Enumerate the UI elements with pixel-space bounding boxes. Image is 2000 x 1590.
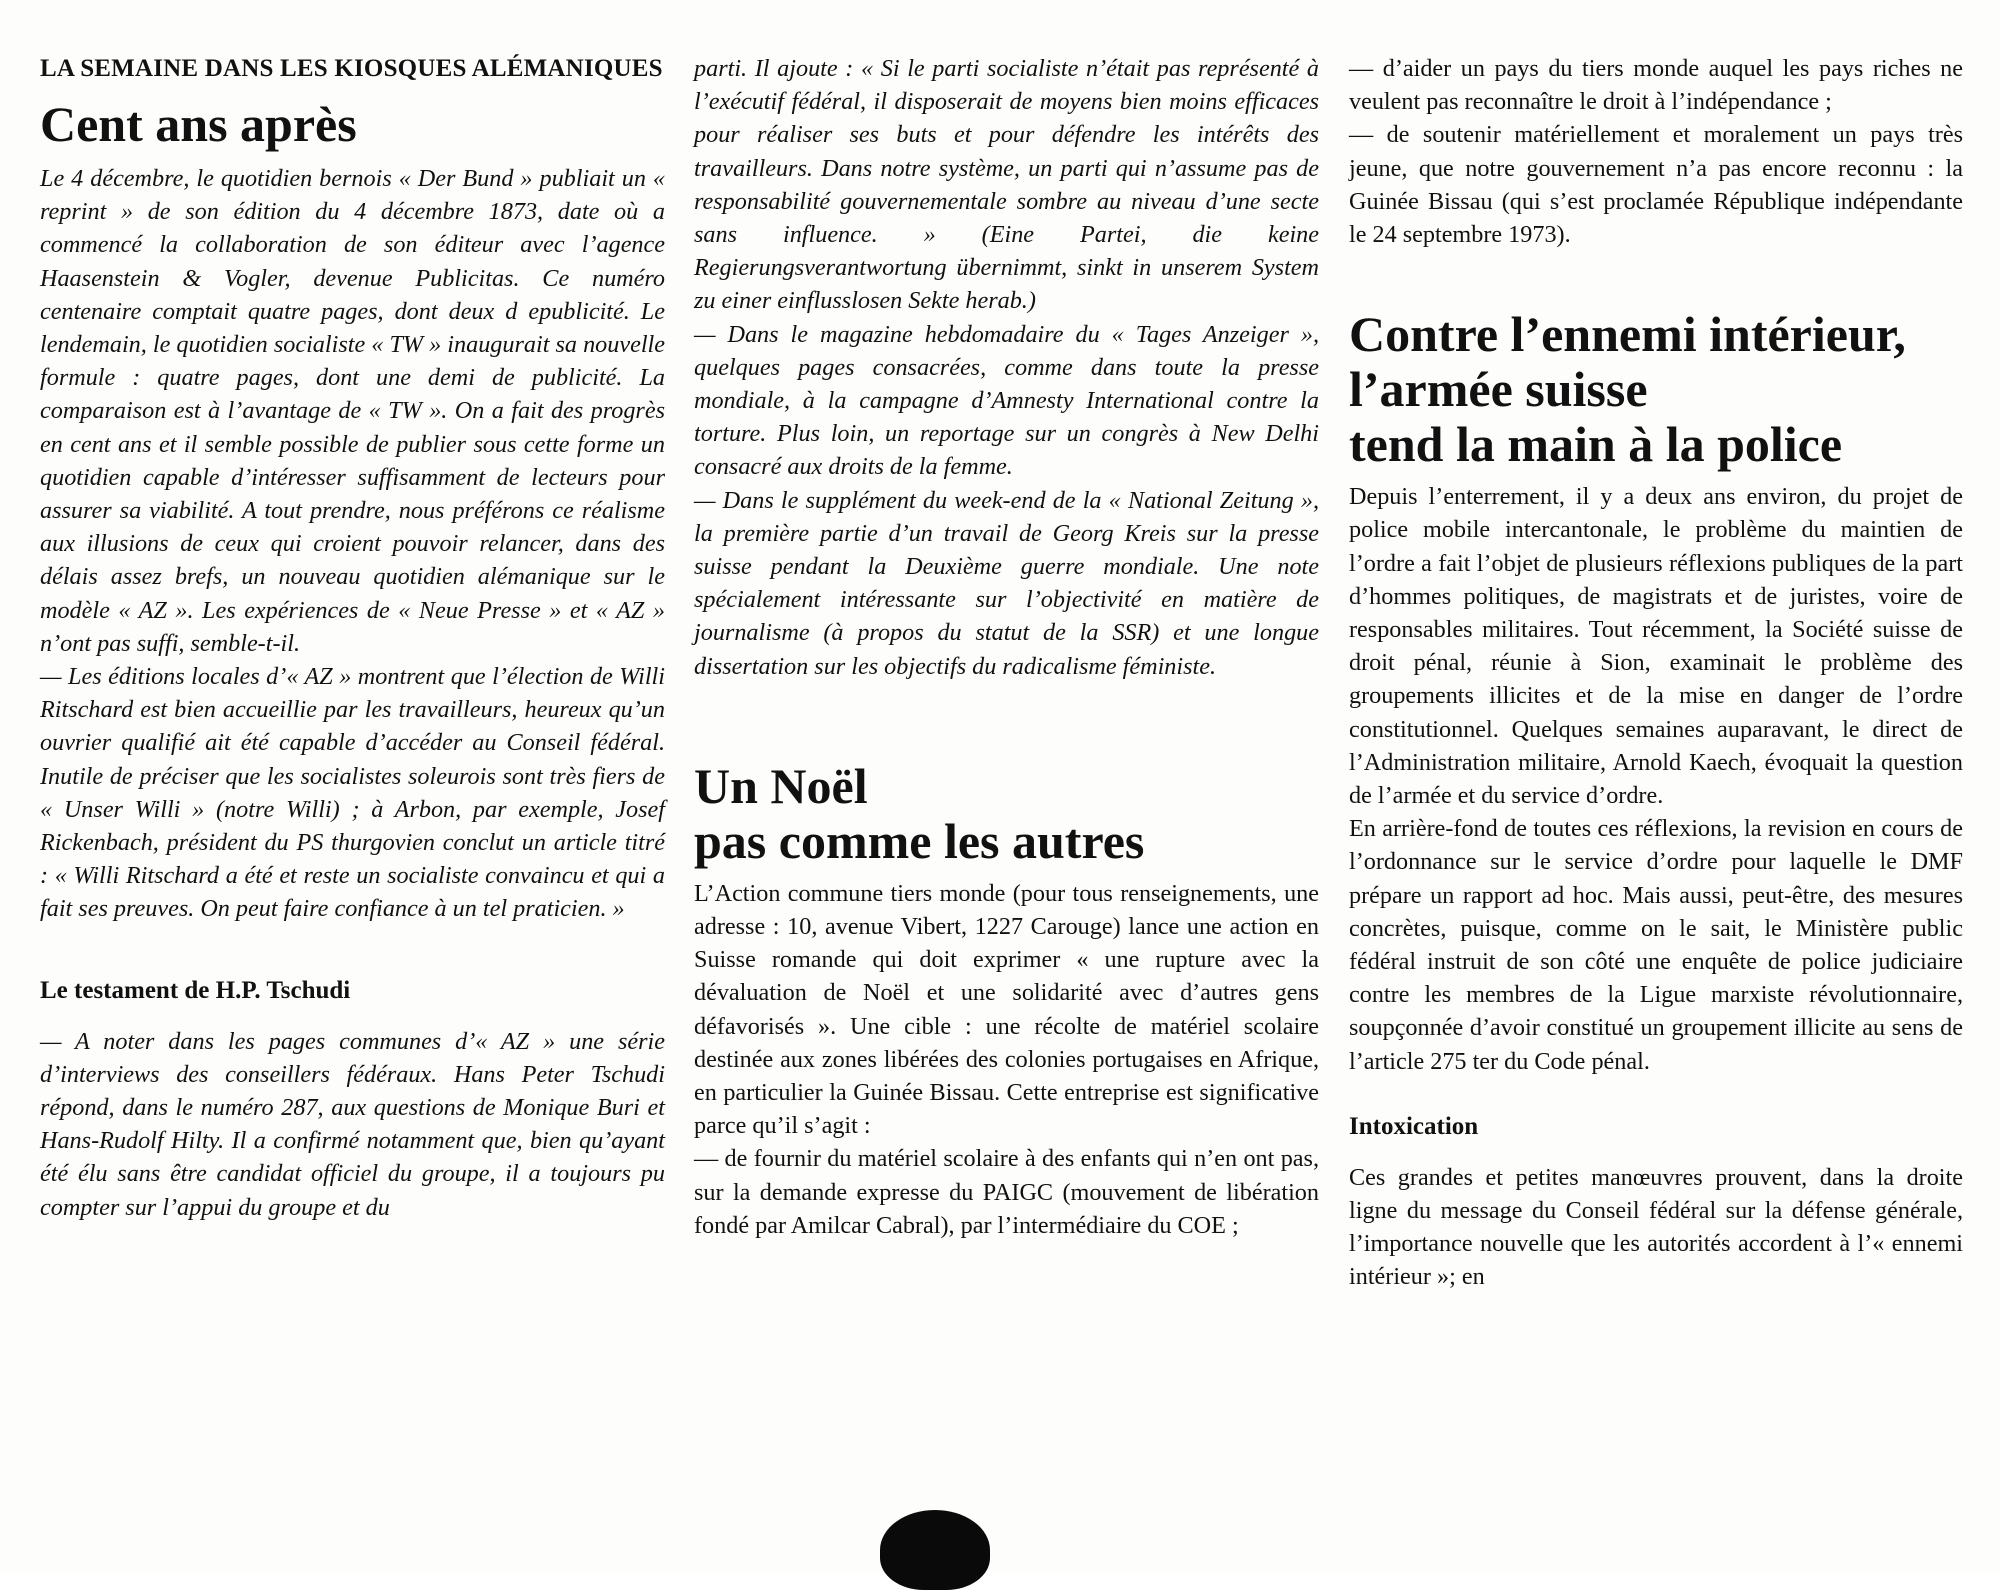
- article-paragraph: — d’aider un pays du tiers monde auquel les pays riches ne veulent pas reconnaître le droit à l’indépendance ;: [1349, 55, 1963, 116]
- article-paragraph: En arrière-fond de toutes ces réflexions, la revision en cours de l’ordonnance sur le service d’ordre pour laquelle le DMF prépare un rapport ad hoc. Mais aussi, peut-être, des mesures concrètes, puisque, comme on le sait, le Ministère public fédéral instruit de son côté une enquête de police judiciaire contre les membres de la Ligue marxiste révolutionnaire, soupçonnée d’avoir constitué un groupement illicite au sens de l’article 275 ter du Code pénal.: [1349, 815, 1963, 1075]
- headline-line: pas comme les autres: [694, 812, 1145, 869]
- article-subheading-tschudi: Le testament de H.P. Tschudi: [40, 976, 351, 1004]
- article-paragraph: Le 4 décembre, le quotidien bernois « Der Bund » publiait un « reprint » de son édition du 4 décembre 1873, date où a commencé la collaboration de son éditeur avec l’agence Haasenstein & Vogler, devenue Publicitas. Ce numéro centenaire comptait quatre pages, dont deux d epublicité. Le lendemain, le quotidien socialiste « TW » inaugurait sa nouvelle formule : quatre pages, dont une demi de publicité. La comparaison est à l’avantage de « TW ». On a fait des progrès en cent ans et il semble possible de publier sous cette forme un quotidien capable d’intéresser suffisamment de lecteurs pour assurer sa viabilité. A tout prendre, nous préférons ce réalisme aux illusions de ceux qui croient pouvoir relancer, dans des délais assez brefs, un nouveau quotidien alémanique sur le modèle « AZ ». Les expériences de « Neue Presse » et « AZ » n’ont pas suffi, semble-t-il.: [40, 165, 665, 657]
- article-paragraph: — Les éditions locales d’« AZ » montrent que l’élection de Willi Ritschard est bien accueillie par les travailleurs, heureux qu’un ouvrier qualifié ait été capable d’accéder au Conseil fédéral. Inutile de préciser que les socialistes soleurois sont très fiers de « Unser Willi » (notre Willi) ; à Arbon, par exemple, Josef Rickenbach, président du PS thurgovien conclut un article titré : « Willi Ritschard a été et reste un socialiste convaincu et qui a fait ses preuves. On peut faire confiance à un tel praticien. »: [40, 663, 665, 923]
- article-paragraph: — de fournir du matériel scolaire à des enfants qui n’en ont pas, sur la demande expresse du PAIGC (mouvement de libération fondé par Amilcar Cabral), par l’intermédiaire du COE ;: [694, 1145, 1319, 1239]
- article-paragraph: L’Action commune tiers monde (pour tous renseignements, une adresse : 10, avenue Vibert, 1227 Carouge) lance une action en Suisse romande qui doit exprimer « une rupture avec la dévaluation de Noël et une solidarité avec d’autres gens défavorisés ». Une cible : une récolte de matériel scolaire destinée aux zones libérées des colonies portugaises en Afrique, en particulier la Guinée Bissau. Cette entreprise est significative parce qu’il s’agit :: [694, 879, 1319, 1140]
- headline-line: Un Noël: [694, 757, 868, 814]
- column-left: [40, 52, 665, 1224]
- article-paragraph: Ces grandes et petites manœuvres prouvent, dans la droite ligne du message du Conseil fédéral sur la défense générale, l’importance nouvelle que les autorités accordent à l’« ennemi intérieur »; en: [1349, 1163, 1963, 1291]
- article-headline-cent-ans: Cent ans après: [40, 96, 357, 152]
- headline-line: tend la main à la police: [1349, 416, 1843, 473]
- ink-blot: [880, 1510, 990, 1590]
- article-paragraph: — A noter dans les pages communes d’« AZ » une série d’interviews des conseillers fédéraux. Hans Peter Tschudi répond, dans le numéro 287, aux questions de Monique Buri et Hans-Rudolf Hilty. Il a confirmé notamment que, bien qu’ayant été élu sans être candidat officiel du groupe, il a toujours pu compter sur l’appui du groupe et du: [40, 1027, 665, 1221]
- article-subheading-intoxication: Intoxication: [1349, 1112, 1479, 1140]
- article-headline-noel: [694, 759, 1319, 869]
- article-paragraph: parti. Il ajoute : « Si le parti socialiste n’était pas représenté à l’exécutif fédéral, il disposerait de moyens bien moins efficaces pour réaliser ses buts et pour défendre les intérêts des travailleurs. Dans notre système, un parti qui n’assume pas de responsabilité gouvernementale sombre au niveau d’une secte sans influence. » (Eine Partei, die keine Regierungsverantwortung übernimmt, sinkt in unserem System zu einer einflusslosen Sekte herab.): [694, 55, 1319, 315]
- article-headline-ennemi-interieur: [1349, 307, 1963, 472]
- article-paragraph: — de soutenir matériellement et moralement un pays très jeune, que notre gouvernement n’a pas encore reconnu : la Guinée Bissau (qui s’est proclamée République indépendante le 24 septembre 1973).: [1349, 121, 1963, 249]
- column-right: [1349, 52, 1963, 1294]
- headline-line: l’armée suisse: [1349, 361, 1648, 418]
- article-paragraph: — Dans le supplément du week-end de la « National Zeitung », la première partie d’un travail de Georg Kreis sur la presse suisse pendant la Deuxième guerre mondiale. Une note spécialement intéressante sur l’objectivité en matière de journalisme (à propos du statut de la SSR) et une longue dissertation sur les objectifs du radicalisme féministe.: [694, 486, 1319, 680]
- column-middle: [694, 52, 1319, 1242]
- section-kicker: LA SEMAINE DANS LES KIOSQUES ALÉMANIQUES: [40, 55, 663, 82]
- article-paragraph: Depuis l’enterrement, il y a deux ans environ, du projet de police mobile intercantonale, le problème du maintien de l’ordre a fait l’objet de plusieurs réflexions publiques de la part d’hommes politiques, de magistrats et de juristes, voire de responsables militaires. Tout récemment, la Société suisse de droit pénal, réunie à Sion, examinait le problème des groupements illicites et de la mise en danger de l’ordre constitutionnel. Quelques semaines auparavant, le direct de l’Administration militaire, Arnold Kaech, évoquait la question de l’armée et du service d’ordre.: [1349, 483, 1963, 810]
- headline-line: Contre l’ennemi intérieur,: [1349, 306, 1906, 363]
- article-paragraph: — Dans le magazine hebdomadaire du « Tages Anzeiger », quelques pages consacrées, comme dans toute la presse mondiale, à la campagne d’Amnesty International contre la torture. Plus loin, un reportage sur un congrès à New Delhi consacré aux droits de la femme.: [694, 320, 1319, 481]
